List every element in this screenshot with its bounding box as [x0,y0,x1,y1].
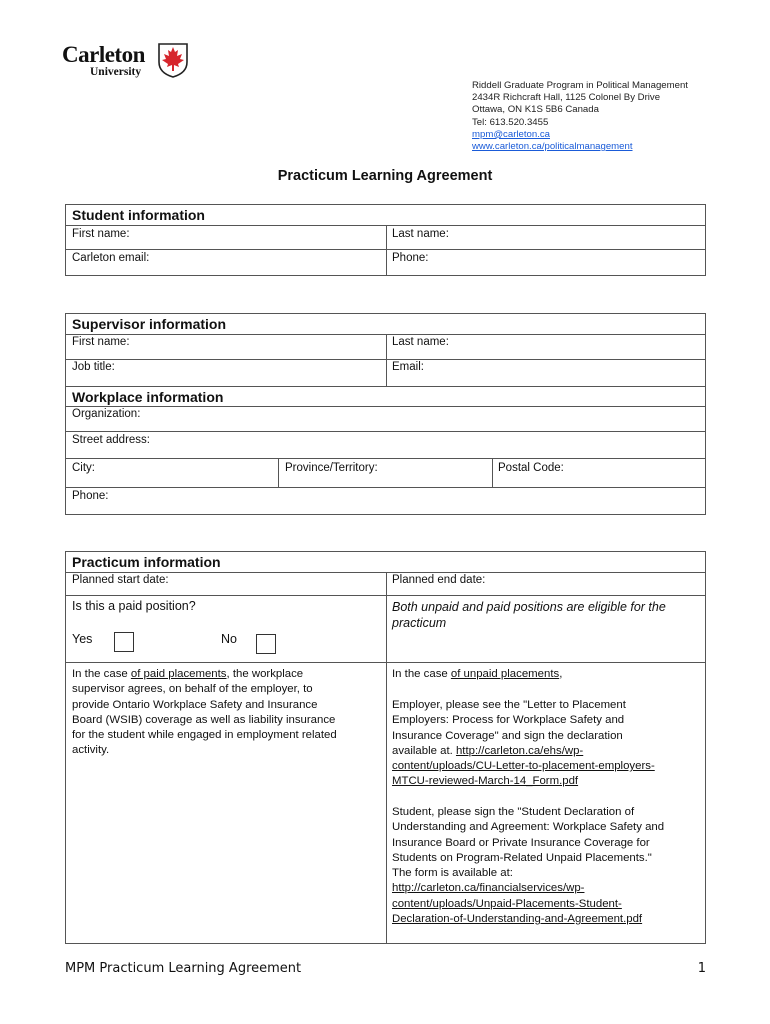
workplace-phone-field[interactable]: Phone: [72,490,109,502]
address-line: Ottawa, ON K1S 5B6 Canada [472,104,599,116]
address-line: 2434R Richcraft Hall, 1125 Colonel By Drive [472,92,661,104]
yes-label: Yes [72,632,93,646]
section-heading: Student information [72,207,205,223]
student-information-table [65,204,706,276]
unpaid-suffix: , [559,668,563,680]
practicum-information-table [65,551,706,944]
paid-prefix: In the case [72,668,131,680]
organization-field[interactable]: Organization: [72,408,141,420]
supervisor-workplace-table [65,313,706,515]
supervisor-job-title-field[interactable]: Job title: [72,361,115,373]
student-instructions [392,805,702,927]
yes-checkbox[interactable] [114,632,134,652]
student-first-name-field[interactable]: First name: [72,228,130,240]
eligibility-note: Both unpaid and paid positions are eligible for the practicum [392,600,666,630]
program-address [472,80,688,153]
city-field[interactable]: City: [72,462,95,474]
page-number: 1 [697,961,706,976]
section-heading: Supervisor information [72,316,227,332]
paid-position-question: Is this a paid position? [72,599,196,613]
student-phone-field[interactable]: Phone: [392,252,429,264]
planned-start-date-field[interactable]: Planned start date: [72,574,169,586]
phone-line: Tel: 613.520.3455 [472,116,549,128]
email-link[interactable]: mpm@carleton.ca [472,128,550,140]
website-link[interactable]: www.carleton.ca/politicalmanagement [472,141,633,153]
paid-placements-term: of paid placements [130,668,227,680]
logo-wordmark: Carleton [62,42,145,67]
province-field[interactable]: Province/Territory: [285,462,378,474]
paid-rest: , the workplace supervisor agrees, on behalf of the employer, to provide Ontario Workplace Safety and Insurance Board (WSIB) coverage as well as liability insurance for the student while engaged in employment related activity. [72,668,337,757]
logo-subtitle: University [90,66,142,78]
supervisor-email-field[interactable]: Email: [392,361,424,373]
planned-end-date-field[interactable]: Planned end date: [392,574,486,586]
section-heading: Workplace information [72,389,224,405]
supervisor-last-name-field[interactable]: Last name: [392,336,449,348]
street-address-field[interactable]: Street address: [72,434,150,446]
footer-document-name: MPM Practicum Learning Agreement [65,961,302,976]
unpaid-placement-heading [392,667,702,682]
section-heading: Practicum information [72,554,221,570]
student-text: Student, please sign the "Student Declaration of Understanding and Agreement: Workplace Safety and Insurance Board or Private Insurance Coverage for Students on Program-Related Unpaid Placements." The form is available at: [392,806,665,880]
postal-code-field[interactable]: Postal Code: [498,462,564,474]
student-last-name-field[interactable]: Last name: [392,228,449,240]
no-label: No [221,632,237,646]
carleton-logo [62,42,192,82]
employer-text: Employer, please see the "Letter to Placement Employers: Process for Workplace Safety and Insurance Coverage" and sign the declaration available at. [392,699,626,757]
student-email-field[interactable]: Carleton email: [72,252,150,264]
no-checkbox[interactable] [256,634,276,654]
address-line: Riddell Graduate Program in Political Management [472,80,688,91]
employer-letter-link[interactable]: http://carleton.ca/ehs/wp- content/uploads/CU-Letter-to-placement-employers- MTCU-reviewed-March-14_Form.pdf [392,744,655,788]
maple-leaf-shield-icon [157,42,189,78]
employer-instructions [392,698,702,790]
unpaid-prefix: In the case [392,668,451,680]
document-title: Practicum Learning Agreement [277,168,493,184]
unpaid-placements-term: of unpaid placements [450,668,560,680]
supervisor-first-name-field[interactable]: First name: [72,336,130,348]
student-declaration-link[interactable]: http://carleton.ca/financialservices/wp- content/uploads/Unpaid-Placements-Student- Declaration-of-Understanding-and-Agreement.pdf [392,882,643,926]
paid-placement-text [72,667,382,759]
